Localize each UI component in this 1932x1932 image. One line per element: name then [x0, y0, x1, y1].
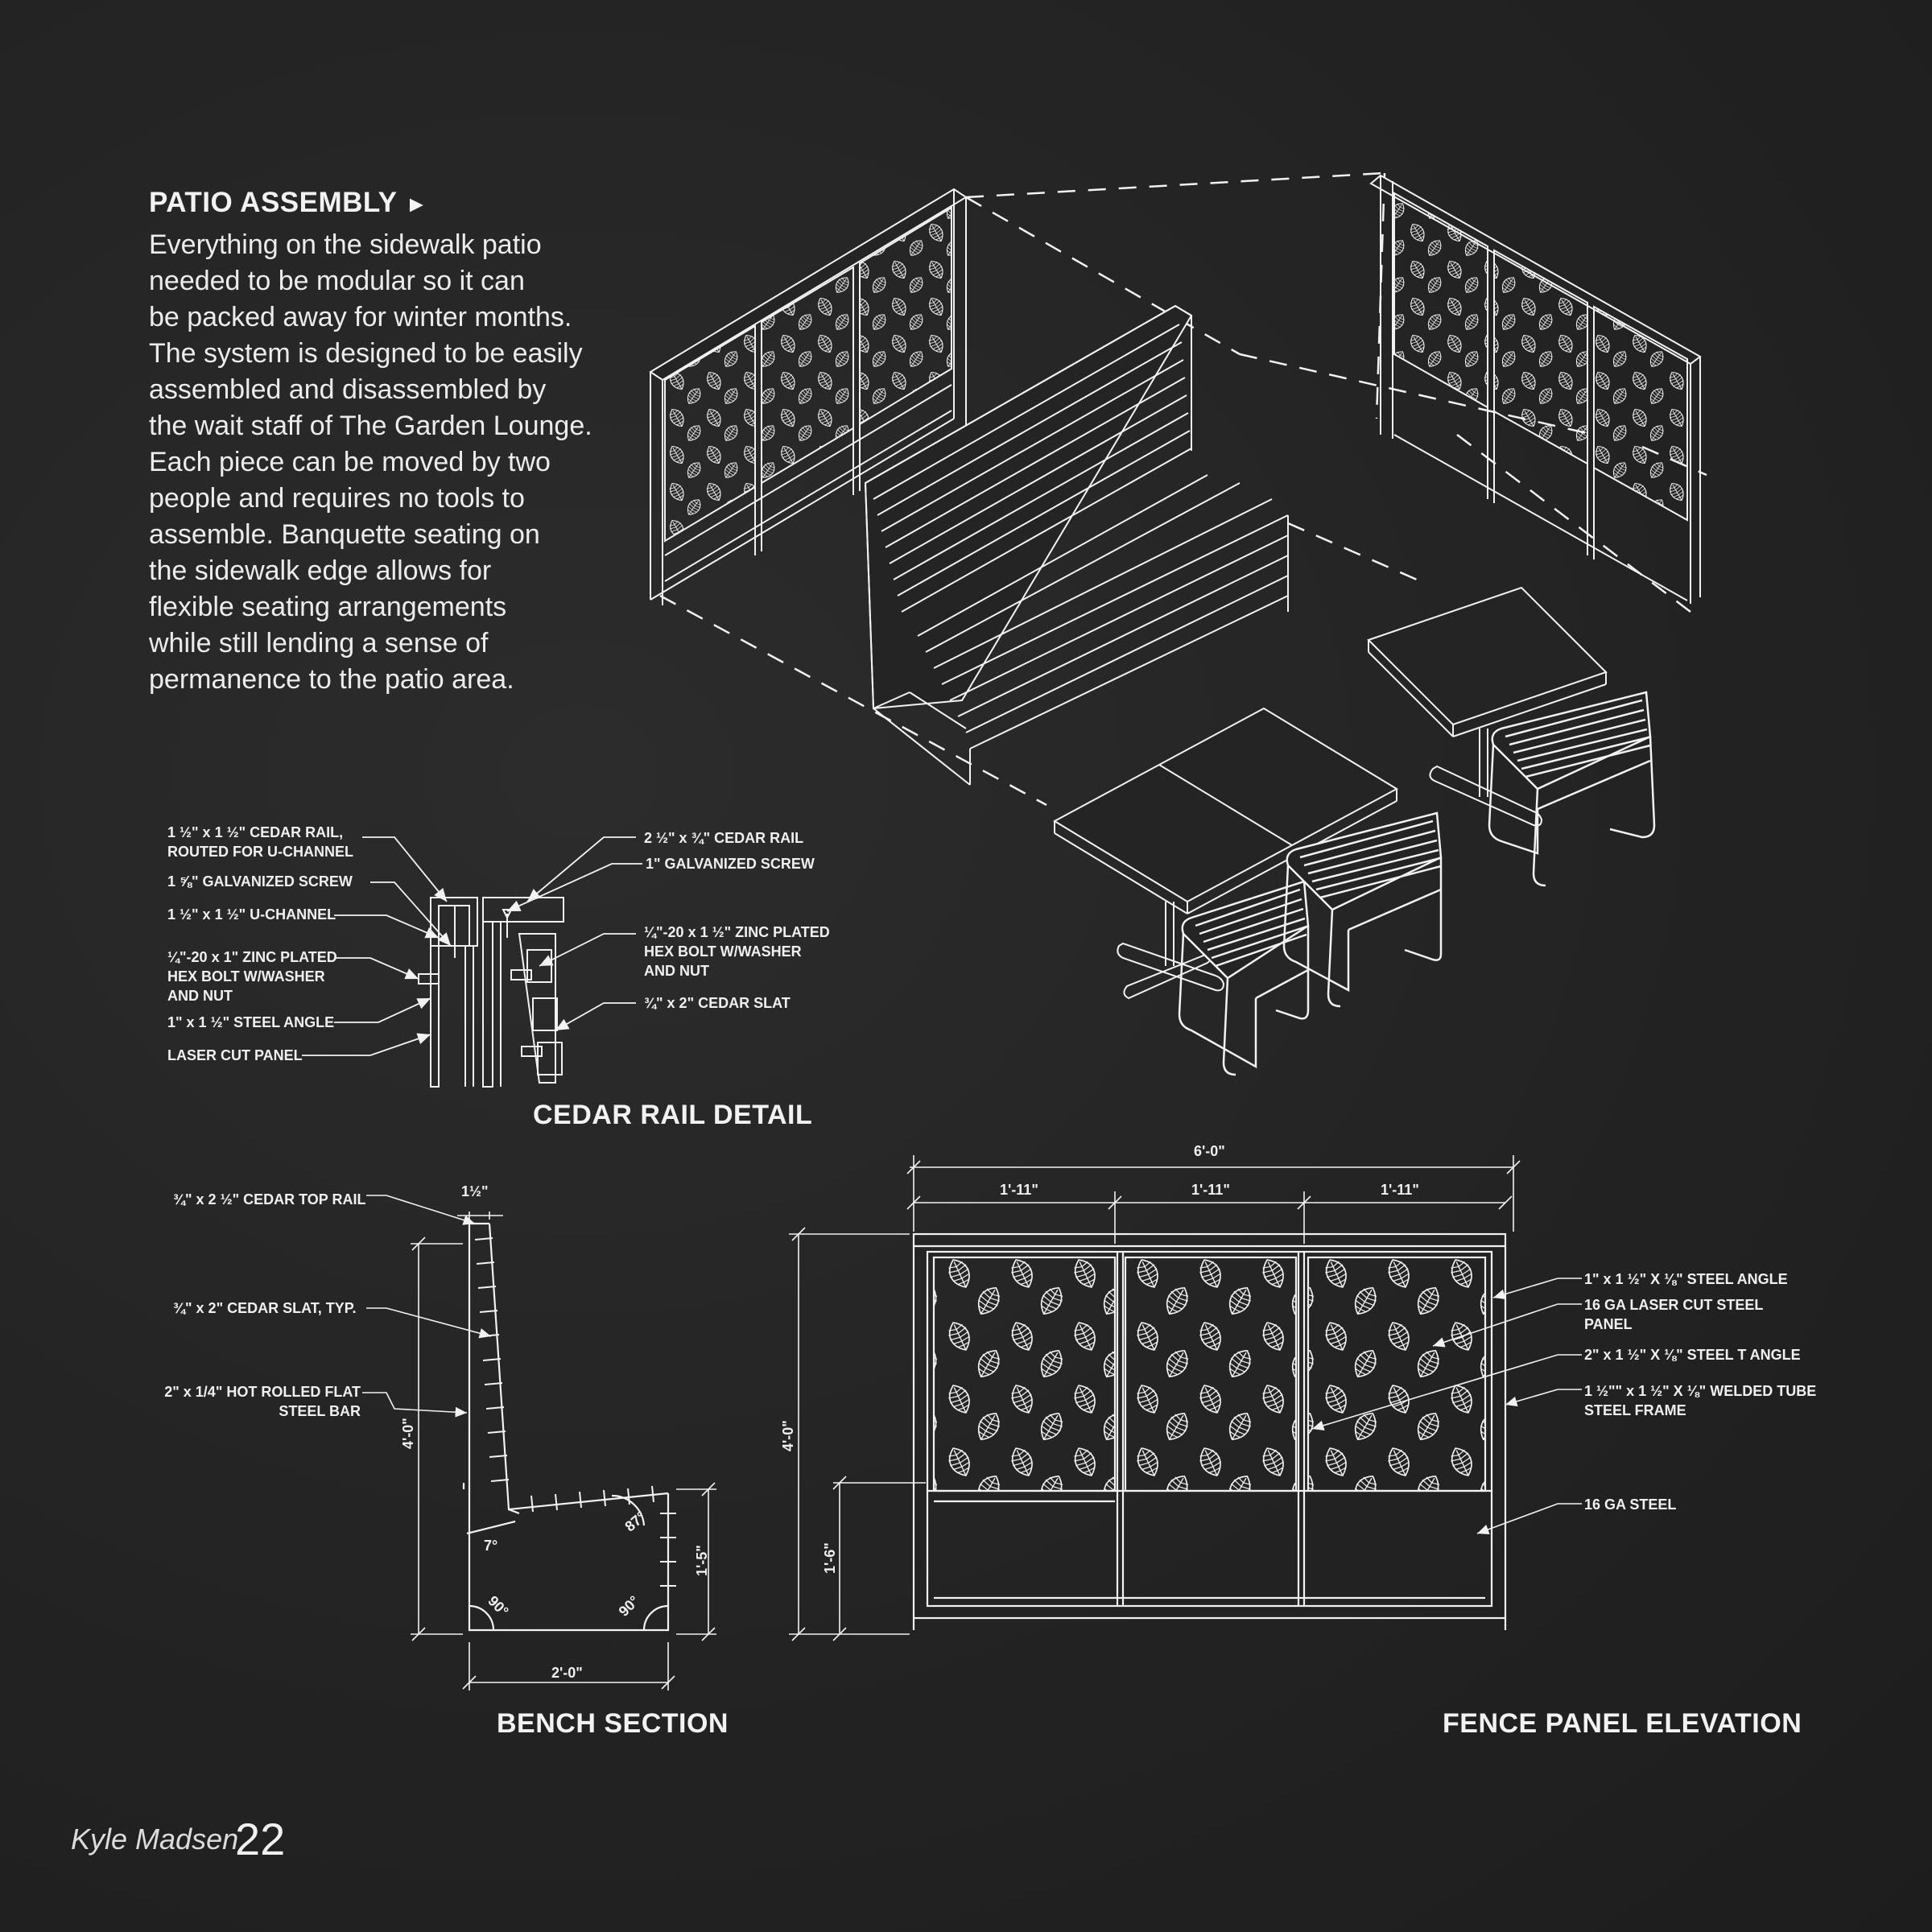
callout-line: 1 ½"" x 1 ½" X ⅛" WELDED TUBE — [1584, 1383, 1817, 1399]
callout-hex-bolt-left — [167, 947, 337, 1005]
author-name: Kyle Madsen — [71, 1823, 239, 1856]
bench-dim-depth: 2'-0" — [551, 1665, 583, 1681]
callout-line: ¼"-20 x 1" ZINC PLATED — [167, 949, 337, 965]
cedar-rail-detail-drawing — [419, 898, 564, 1087]
callout-line: HEX BOLT W/WASHER — [644, 943, 802, 960]
callout-u-channel — [167, 905, 336, 924]
callout-fence-tube-frame — [1584, 1381, 1816, 1420]
callout-galvanized-screw — [167, 872, 353, 891]
callout-fence-t-angle — [1584, 1345, 1801, 1364]
fence-elevation-drawing — [914, 1234, 1505, 1630]
fence-dim-height: 4'-0" — [780, 1420, 796, 1451]
bench-dim-angle-left: 90° — [485, 1592, 512, 1620]
callout-line: ¼"-20 x 1 ½" ZINC PLATED — [644, 924, 830, 940]
iso-fence-right — [1371, 175, 1700, 604]
callout-fence-laser-panel — [1584, 1295, 1763, 1334]
callout-line: STEEL FRAME — [1584, 1402, 1686, 1418]
callout-fence-steel-angle — [1584, 1269, 1788, 1289]
callout-line: 1" GALVANIZED SCREW — [646, 856, 815, 872]
description-line: while still lending a sense of — [149, 628, 489, 658]
iso-chair — [1489, 692, 1654, 886]
callout-hex-bolt-right — [644, 923, 830, 980]
description-line: assembled and disassembled by — [149, 374, 547, 405]
bench-section-title: BENCH SECTION — [497, 1708, 729, 1739]
description-line: the wait staff of The Garden Lounge. — [149, 411, 592, 441]
callout-line: ROUTED FOR U-CHANNEL — [167, 844, 353, 860]
callout-cedar-top-rail — [173, 1190, 365, 1209]
page-number: 22 — [235, 1814, 286, 1864]
description-line: be packed away for winter months. — [149, 302, 572, 332]
callout-line: LASER CUT PANEL — [167, 1047, 303, 1063]
description-line: needed to be modular so it can — [149, 266, 525, 296]
bench-dim-recline: 7° — [484, 1538, 498, 1554]
bench-section-drawing — [464, 1224, 676, 1630]
callout-line: ¾" x 2" CEDAR SLAT — [644, 995, 791, 1011]
callout-cedar-rail-top — [644, 828, 803, 848]
iso-chair — [1179, 881, 1308, 1075]
fence-dim-bay: 1'-11" — [1381, 1182, 1419, 1198]
description-line: people and requires no tools to — [149, 483, 525, 514]
callout-fence-16ga-steel — [1584, 1495, 1676, 1514]
description-line: permanence to the patio area. — [149, 664, 514, 695]
fence-panel-elevation-title: FENCE PANEL ELEVATION — [1443, 1708, 1802, 1739]
callout-line: 1 ⅝" GALVANIZED SCREW — [167, 873, 353, 890]
description-line: Everything on the sidewalk patio — [149, 229, 542, 260]
callout-cedar-slat — [644, 993, 791, 1013]
callout-line: 16 GA STEEL — [1584, 1496, 1677, 1513]
patio-assembly-title-text: PATIO ASSEMBLY — [149, 187, 398, 218]
fence-dim-bay: 1'-11" — [1000, 1182, 1038, 1198]
callout-line: 2 ½" x ¾" CEDAR RAIL — [644, 830, 804, 846]
iso-table-back — [1368, 588, 1606, 826]
fence-dim-overall: 6'-0" — [1194, 1143, 1225, 1159]
callout-line: AND NUT — [644, 963, 709, 979]
description-line: assemble. Banquette seating on — [149, 519, 540, 550]
callout-line: STEEL BAR — [279, 1403, 361, 1419]
bench-dim-top: 1½" — [461, 1183, 489, 1199]
cedar-rail-detail-title: CEDAR RAIL DETAIL — [533, 1100, 813, 1130]
callout-line: PANEL — [1584, 1316, 1633, 1332]
bench-dim-seat-height: 1'-5" — [694, 1545, 710, 1576]
callout-line: 16 GA LASER CUT STEEL — [1584, 1297, 1764, 1313]
play-arrow-icon: ► — [405, 192, 428, 217]
callout-cedar-slat-typ — [173, 1298, 356, 1318]
bench-dim-seat-angle: 87° — [621, 1508, 650, 1535]
patio-assembly-description — [149, 227, 632, 698]
callout-laser-cut-panel — [167, 1046, 303, 1065]
fence-dim-bay: 1'-11" — [1191, 1182, 1230, 1198]
description-line: the sidewalk edge allows for — [149, 555, 492, 586]
callout-line: ¾" x 2" CEDAR SLAT, TYP. — [173, 1300, 357, 1316]
callout-line: HEX BOLT W/WASHER — [167, 968, 325, 985]
fence-dim-kick-height: 1'-6" — [822, 1542, 838, 1574]
callout-line: 1" x 1 ½" X ⅛" STEEL ANGLE — [1584, 1271, 1788, 1287]
callout-galvanized-screw-right — [646, 854, 815, 873]
callout-line: 2" x 1/4" HOT ROLLED FLAT — [164, 1384, 361, 1400]
callout-cedar-rail-routed — [167, 823, 353, 861]
description-line: Each piece can be moved by two — [149, 447, 551, 477]
callout-line: 1" x 1 ½" STEEL ANGLE — [167, 1014, 335, 1030]
callout-line: 2" x 1 ½" X ⅛" STEEL T ANGLE — [1584, 1347, 1801, 1363]
description-line: flexible seating arrangements — [149, 592, 507, 622]
callout-line: ¾" x 2 ½" CEDAR TOP RAIL — [173, 1191, 366, 1208]
callout-line: AND NUT — [167, 988, 233, 1004]
description-line: The system is designed to be easily — [149, 338, 583, 369]
callout-line: 1 ½" x 1 ½" U-CHANNEL — [167, 906, 336, 923]
callout-line: 1 ½" x 1 ½" CEDAR RAIL, — [167, 824, 344, 840]
bench-dim-angle-right: 90° — [615, 1592, 642, 1620]
callout-flat-steel-bar — [153, 1382, 361, 1421]
patio-assembly-title — [149, 187, 428, 219]
bench-dim-height: 4'-0" — [400, 1418, 416, 1449]
callout-steel-angle — [167, 1013, 334, 1032]
